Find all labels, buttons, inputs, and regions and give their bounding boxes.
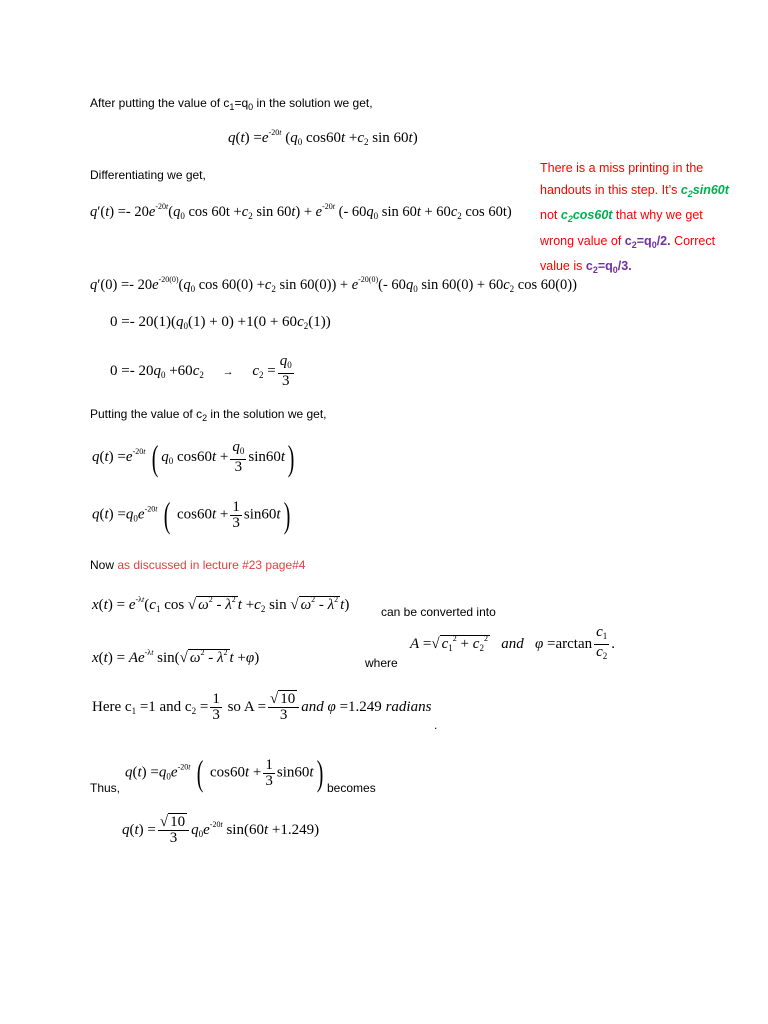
- equation-thus: $q(t) =q_0e^{-20t}$ ( cos60t + $\frac{1}{3}$ sin60t): [125, 753, 323, 793]
- note-purple-1: /2.: [656, 233, 671, 248]
- equation-q-derivative: $q'(t) =- 20e^{-20t}(q_0$ $\cos 60t +c_2$ $\sin 60t) + e^{-20t}$ (- $60q_0$ $\sin 60t + 60c_2$ cos 60t): [90, 202, 512, 221]
- putting-text: Putting the value of c: [90, 407, 203, 421]
- note-purple-2: /3.: [617, 259, 632, 273]
- period: .: [611, 635, 616, 652]
- equation-zero-2: $0 =- 20q_0 +60c_2$ → $c_2$ = $\frac{q_0}{3}$: [110, 353, 292, 389]
- can-be-converted-text: can be converted into: [381, 605, 496, 619]
- note-text-b: that why we get wrong value of: [540, 208, 703, 248]
- equation-here-values: Here $c_1 =1$ and $c_2$ = $\frac{1}{3}$ so A = $\frac{√ 10}{3}$ and φ =1.249 radians: [92, 691, 432, 723]
- intro-line: [90, 96, 373, 112]
- putting-tail: in the solution we get,: [207, 407, 327, 421]
- equation-amplitude-phase: A =√ $c_1^2 + c_2^2$ and φ =arctan $\frac{c_1}{c_2}$ .: [410, 624, 616, 661]
- sub: 1: [229, 102, 235, 112]
- where-text: where: [365, 656, 398, 670]
- equation-q-substituted: $q(t) =e^{-20t}$ ( $q_0$ cos60t + $\frac{q_0}{3}$ sin60t): [92, 437, 295, 478]
- note-not: not: [540, 208, 561, 222]
- misprint-note: There is a miss printing in the handouts in this step. It’s $c_2\sin 60t$ not $c_2\cos 60t$ that why we get wrong value of $c_2=q_0/2$. Correct value is $c_2=q_0/3$.: [540, 161, 729, 275]
- equation-final: q(t) = $\frac{√ 10}{3}$ $q_0e^{-20t}$ sin(60t +1.249): [122, 814, 320, 846]
- intro-text-1: After putting the value of c: [90, 96, 230, 110]
- intro-text-3: in the solution we get,: [253, 96, 373, 110]
- equation-x-general: $x(t) = e^{-\lambda t}(c_1$ cos √ $\omega^2 - \lambda^2$ $t +c_2$ sin √ $\omega^2 - \lambda^2$ t): [92, 595, 350, 614]
- sub: 2: [202, 413, 208, 423]
- now-line: [90, 558, 305, 572]
- trailing-dot: .: [434, 718, 438, 732]
- note-green-2: cos60t: [572, 208, 613, 222]
- putting-line: [90, 407, 327, 423]
- note-green-1: sin60t: [692, 182, 729, 197]
- now-text: Now: [90, 558, 118, 572]
- equation-q-derivative-at-0: $q'(0) =- 20e^{-20(0)}(q_0$ $\cos 60(0) +c_2$ $\sin 60(0)) + e^{-20(0)}(-$ $60q_0$ $\sin 60(0) + 60c_2$ cos 60(0)): [90, 275, 577, 294]
- note-text-a: There is a miss printing in the handouts in this step. It’s: [540, 161, 704, 197]
- equation-q-factored: $q(t) =q_0e^{-20t}$ ( cos60t + $\frac{1}{3}$ sin60t): [92, 495, 290, 535]
- equation-zero-1: $0 =- 20(1)(q_0(1) + 0) +1(0 + 60c_2(1))$: [110, 314, 331, 331]
- thus-text: Thus,: [90, 781, 121, 795]
- lecture-reference: as discussed in lecture #23 page#4: [117, 558, 306, 572]
- equation-q-general: $q(t) =e^{-20t}$ ($q_0$ $\cos 60t +c_2$ sin 60t): [228, 128, 418, 147]
- note-text-c: Correct value is: [540, 233, 716, 273]
- sub: 0: [248, 102, 254, 112]
- equation-x-amplitude: $x(t) = Ae^{-\lambda t}$ sin(√ $\omega^2 - \lambda^2$ t +φ): [92, 648, 260, 666]
- differentiating-line: Differentiating we get,: [90, 168, 206, 182]
- intro-text-2: =q: [234, 96, 249, 110]
- becomes-text: becomes: [327, 781, 376, 795]
